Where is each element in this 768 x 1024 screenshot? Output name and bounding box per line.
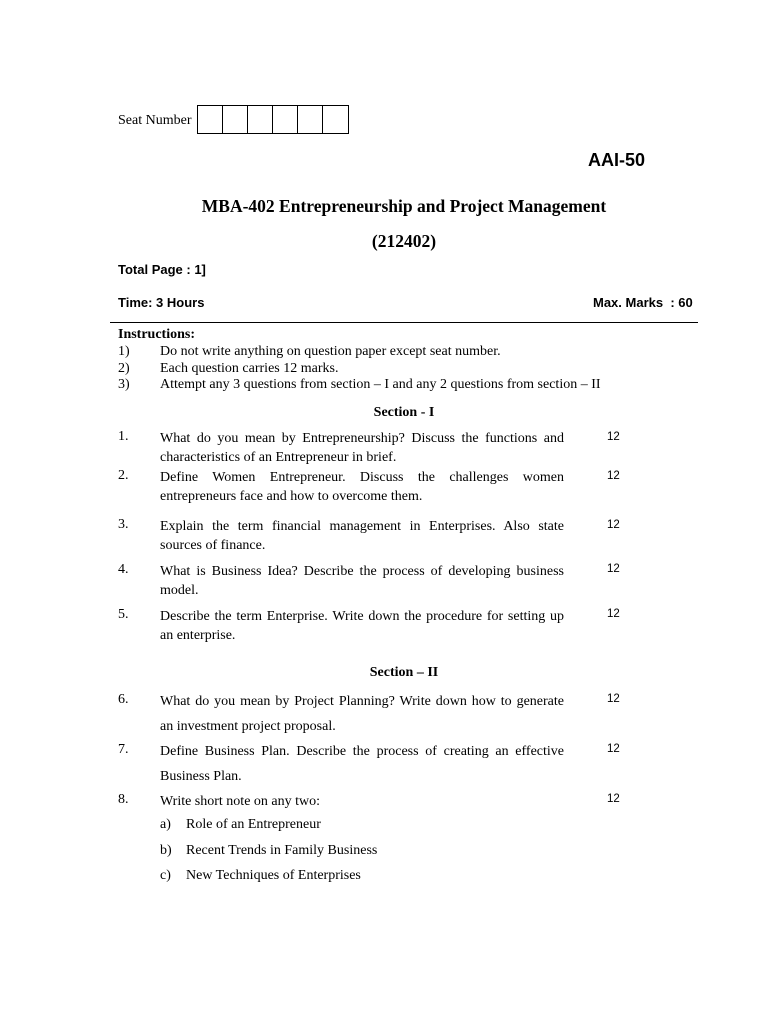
question-marks: 12: [607, 793, 620, 805]
instruction-number: 3): [118, 377, 130, 392]
section-1-title: Section - I: [373, 405, 435, 420]
question-marks: 12: [607, 743, 620, 755]
question-number: 1.: [118, 429, 129, 444]
seat-number-boxes: [197, 105, 349, 134]
seat-box: [248, 106, 273, 133]
seat-box: [323, 106, 348, 133]
max-marks: Max. Marks : 60: [593, 295, 693, 310]
seat-box: [198, 106, 223, 133]
course-code: (212402): [371, 231, 437, 251]
instructions-heading: Instructions:: [118, 327, 196, 342]
question-marks: 12: [607, 693, 620, 705]
sub-item-label: b): [160, 843, 172, 858]
instruction-number: 2): [118, 361, 130, 376]
sub-item-text: Recent Trends in Family Business: [186, 843, 378, 858]
total-page: Total Page : 1]: [118, 262, 206, 277]
sub-item-text: Role of an Entrepreneur: [186, 817, 321, 832]
question-number: 4.: [118, 562, 129, 577]
sub-item-label: c): [160, 868, 171, 883]
instruction-text: Do not write anything on question paper except seat number.: [160, 344, 501, 359]
question-text: Explain the term financial management in Enterprises. Also state sources of finance.: [160, 519, 564, 553]
question-text: Define Women Entrepreneur. Discuss the challenges women entrepreneurs face and how to overcome them.: [160, 470, 564, 504]
sub-item-label: a): [160, 817, 171, 832]
seat-number-label: Seat Number: [118, 113, 192, 128]
question-text: What do you mean by Entrepreneurship? Discuss the functions and characteristics of an Entrepreneur in brief.: [160, 431, 564, 465]
instruction-text: Each question carries 12 marks.: [160, 361, 339, 376]
course-title: MBA-402 Entrepreneurship and Project Management: [201, 196, 607, 216]
question-number: 5.: [118, 607, 129, 622]
question-number: 7.: [118, 742, 129, 757]
question-number: 2.: [118, 468, 129, 483]
question-number: 6.: [118, 692, 129, 707]
question-text: Describe the term Enterprise. Write down the procedure for setting up an enterprise.: [160, 609, 564, 643]
instruction-text: Attempt any 3 questions from section – I and any 2 questions from section – II: [160, 377, 601, 392]
seat-box: [223, 106, 248, 133]
question-number: 8.: [118, 792, 129, 807]
question-marks: 12: [607, 608, 620, 620]
paper-code: AAI-50: [588, 150, 646, 170]
question-marks: 12: [607, 431, 620, 443]
section-2-title: Section – II: [369, 665, 439, 680]
sub-item-text: New Techniques of Enterprises: [186, 868, 361, 883]
seat-box: [298, 106, 323, 133]
question-text: What do you mean by Project Planning? Write down how to generate an investment project proposal.: [160, 694, 564, 734]
seat-box: [273, 106, 298, 133]
question-text: Define Business Plan. Describe the process of creating an effective Business Plan.: [160, 744, 564, 784]
question-text: What is Business Idea? Describe the process of developing business model.: [160, 564, 564, 598]
header-divider: [110, 322, 698, 323]
instruction-number: 1): [118, 344, 130, 359]
question-number: 3.: [118, 517, 129, 532]
exam-time: Time: 3 Hours: [118, 295, 205, 310]
question-marks: 12: [607, 519, 620, 531]
question-marks: 12: [607, 470, 620, 482]
question-marks: 12: [607, 563, 620, 575]
question-text: Write short note on any two:: [160, 794, 321, 809]
